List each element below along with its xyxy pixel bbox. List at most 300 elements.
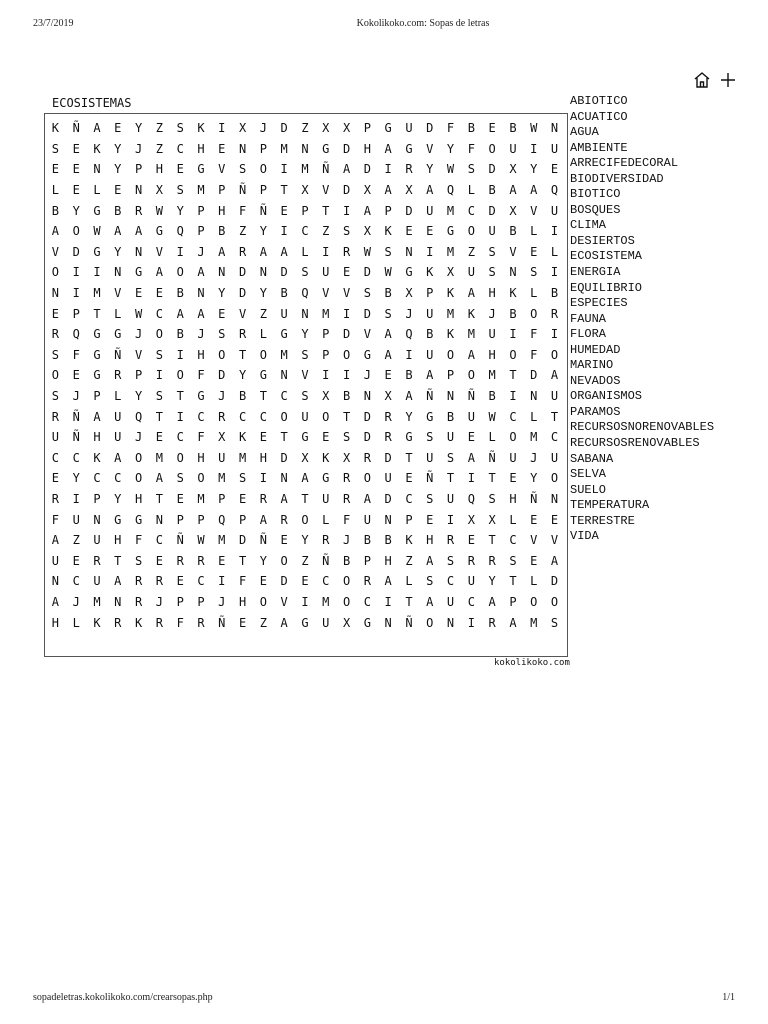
grid-cell: G: [363, 615, 371, 630]
grid-cell: B: [114, 203, 122, 218]
grid-cell: R: [51, 409, 60, 424]
grid-cell: V: [550, 533, 559, 548]
grid-cell: N: [155, 512, 163, 527]
grid-cell: V: [114, 286, 122, 301]
grid-cell: R: [467, 553, 475, 568]
grid-cell: E: [259, 574, 267, 589]
grid-cell: T: [280, 430, 288, 445]
grid-cell: E: [238, 491, 247, 506]
grid-cell: D: [426, 121, 434, 136]
grid-cell: J: [134, 430, 143, 445]
grid-cell: M: [301, 162, 309, 177]
grid-cell: H: [197, 450, 205, 465]
grid-cell: H: [197, 141, 205, 156]
grid-cell: G: [93, 203, 101, 218]
grid-cell: I: [72, 286, 80, 301]
grid-cell: D: [280, 574, 288, 589]
grid-cell: Ñ: [322, 553, 330, 568]
grid-cell: E: [280, 203, 288, 218]
grid-cell: Ñ: [72, 121, 80, 136]
grid-cell: H: [488, 286, 496, 301]
grid-cell: J: [218, 594, 226, 609]
grid-cell: N: [238, 141, 247, 156]
grid-cell: A: [384, 347, 392, 362]
grid-cell: Y: [176, 203, 184, 218]
grid-cell: O: [176, 368, 184, 383]
word-list-item: ECOSISTEMA: [570, 249, 643, 264]
grid-cell: H: [509, 491, 517, 506]
grid-cell: E: [114, 183, 122, 198]
grid-cell: R: [134, 574, 143, 589]
grid-cell: W: [155, 203, 163, 218]
grid-cell: A: [509, 183, 517, 198]
grid-cell: R: [384, 409, 392, 424]
grid-cell: I: [509, 327, 517, 342]
word-list-item: DESIERTOS: [570, 233, 635, 248]
grid-cell: B: [488, 183, 496, 198]
grid-cell: R: [488, 553, 496, 568]
grid-cell: Y: [530, 162, 538, 177]
word-list-item: CLIMA: [570, 218, 607, 233]
grid-cell: A: [218, 244, 226, 259]
word-list-item: NEVADOS: [570, 373, 621, 388]
grid-cell: J: [197, 244, 205, 259]
grid-cell: K: [322, 450, 330, 465]
word-list-item: ESPECIES: [570, 296, 628, 311]
word-list-item: AGUA: [570, 125, 599, 140]
grid-cell: J: [530, 450, 538, 465]
grid-cell: I: [342, 306, 351, 321]
grid-cell: D: [530, 368, 538, 383]
grid-cell: O: [155, 327, 163, 342]
grid-cell: N: [114, 594, 122, 609]
word-list-item: ENERGIA: [570, 265, 621, 280]
grid-cell: W: [446, 162, 455, 177]
plus-icon[interactable]: [718, 70, 738, 90]
grid-cell: Z: [259, 615, 267, 630]
grid-row: [45, 324, 567, 345]
grid-cell: A: [530, 183, 538, 198]
grid-cell: Ñ: [530, 491, 538, 506]
grid-cell: O: [280, 409, 288, 424]
grid-cell: U: [426, 306, 434, 321]
grid-cell: G: [134, 265, 143, 280]
home-icon[interactable]: [692, 70, 712, 90]
grid-cell: T: [322, 203, 330, 218]
grid-cell: Z: [405, 553, 413, 568]
grid-cell: V: [509, 244, 517, 259]
grid-cell: L: [51, 183, 60, 198]
grid-cell: G: [363, 347, 371, 362]
grid-row: [45, 200, 567, 221]
grid-cell: U: [467, 265, 475, 280]
grid-cell: S: [51, 389, 60, 404]
grid-cell: G: [93, 244, 101, 259]
grid-cell: A: [467, 286, 475, 301]
word-list-item: ORGANISMOS: [570, 389, 643, 404]
grid-cell: B: [176, 286, 184, 301]
grid-cell: L: [550, 244, 559, 259]
grid-row: [45, 448, 567, 469]
grid-cell: R: [363, 574, 371, 589]
grid-cell: U: [488, 327, 496, 342]
grid-cell: I: [550, 224, 559, 239]
grid-cell: S: [342, 430, 351, 445]
grid-row: [45, 262, 567, 283]
grid-cell: F: [530, 347, 538, 362]
grid-cell: M: [322, 594, 330, 609]
grid-cell: H: [51, 615, 60, 630]
grid-cell: H: [363, 141, 371, 156]
grid-cell: R: [342, 471, 351, 486]
grid-cell: J: [134, 327, 143, 342]
grid-cell: F: [197, 368, 205, 383]
grid-row: [45, 489, 567, 510]
word-list-item: HUMEDAD: [570, 342, 621, 357]
grid-cell: V: [51, 244, 60, 259]
grid-cell: T: [155, 409, 163, 424]
grid-cell: G: [259, 368, 267, 383]
grid-cell: X: [322, 389, 330, 404]
grid-cell: G: [405, 265, 413, 280]
grid-cell: U: [488, 224, 496, 239]
grid-cell: J: [155, 594, 163, 609]
grid-cell: E: [176, 491, 184, 506]
grid-cell: U: [93, 533, 101, 548]
grid-cell: U: [301, 409, 309, 424]
grid-cell: D: [342, 183, 351, 198]
grid-cell: I: [301, 594, 309, 609]
grid-cell: M: [530, 430, 538, 445]
grid-cell: T: [259, 389, 267, 404]
grid-cell: R: [155, 574, 163, 589]
grid-cell: N: [93, 512, 101, 527]
grid-cell: X: [405, 286, 413, 301]
grid-cell: P: [384, 203, 392, 218]
grid-cell: Y: [301, 327, 309, 342]
grid-cell: D: [363, 306, 371, 321]
grid-cell: C: [322, 574, 330, 589]
grid-cell: R: [134, 203, 143, 218]
grid-cell: U: [550, 203, 559, 218]
grid-cell: Z: [322, 224, 330, 239]
puzzle-title: ECOSISTEMAS: [52, 96, 132, 110]
grid-cell: P: [134, 162, 143, 177]
grid-cell: O: [134, 450, 143, 465]
grid-cell: G: [93, 327, 101, 342]
word-list-item: AMBIENTE: [570, 140, 628, 155]
grid-cell: U: [405, 121, 413, 136]
grid-cell: K: [93, 141, 101, 156]
grid-cell: O: [134, 471, 143, 486]
grid-cell: V: [426, 141, 434, 156]
grid-cell: A: [93, 121, 101, 136]
grid-cell: B: [509, 224, 517, 239]
grid-cell: M: [93, 286, 101, 301]
grid-cell: S: [509, 553, 517, 568]
grid-cell: B: [51, 203, 60, 218]
grid-cell: L: [114, 306, 122, 321]
grid-cell: U: [322, 615, 330, 630]
grid-cell: A: [384, 327, 392, 342]
grid-cell: U: [93, 574, 101, 589]
grid-cell: S: [426, 430, 434, 445]
grid-cell: C: [259, 409, 267, 424]
print-title: Kokolikoko.com: Sopas de letras: [356, 18, 490, 29]
grid-cell: G: [446, 224, 455, 239]
grid-cell: A: [155, 265, 163, 280]
grid-cell: N: [51, 574, 60, 589]
grid-cell: T: [405, 594, 413, 609]
grid-cell: Z: [259, 306, 267, 321]
grid-cell: I: [550, 265, 559, 280]
grid-cell: Z: [155, 141, 163, 156]
grid-cell: Z: [301, 121, 309, 136]
word-list-item: SABANA: [570, 451, 614, 466]
grid-cell: U: [467, 409, 475, 424]
grid-cell: E: [218, 306, 226, 321]
grid-cell: R: [155, 615, 163, 630]
grid-cell: G: [384, 121, 392, 136]
grid-cell: E: [280, 533, 288, 548]
grid-cell: U: [550, 389, 559, 404]
grid-cell: M: [155, 450, 163, 465]
grid-cell: H: [197, 347, 205, 362]
grid-cell: R: [51, 491, 60, 506]
grid-cell: X: [301, 183, 309, 198]
grid-cell: E: [530, 553, 538, 568]
grid-cell: N: [550, 121, 559, 136]
grid-cell: X: [342, 450, 351, 465]
grid-cell: D: [238, 265, 247, 280]
grid-cell: Q: [467, 491, 475, 506]
grid-cell: G: [155, 224, 163, 239]
grid-cell: E: [509, 471, 517, 486]
grid-cell: I: [384, 594, 392, 609]
word-list-item: BIODIVERSIDAD: [570, 171, 664, 186]
grid-cell: C: [467, 594, 475, 609]
grid-cell: F: [51, 512, 60, 527]
grid-cell: O: [322, 409, 330, 424]
grid-cell: V: [301, 368, 309, 383]
grid-cell: A: [51, 224, 60, 239]
grid-cell: I: [322, 244, 330, 259]
grid-cell: A: [114, 450, 122, 465]
grid-cell: A: [114, 224, 122, 239]
grid-row: [45, 303, 567, 324]
grid-cell: K: [93, 450, 101, 465]
grid-cell: P: [218, 183, 226, 198]
grid-cell: Y: [405, 409, 413, 424]
grid-cell: R: [114, 368, 122, 383]
grid-cell: D: [72, 244, 80, 259]
grid-cell: G: [301, 615, 309, 630]
grid-cell: L: [259, 327, 267, 342]
grid-cell: D: [280, 265, 288, 280]
grid-cell: A: [197, 306, 205, 321]
grid-cell: L: [488, 430, 496, 445]
grid-cell: N: [197, 286, 205, 301]
grid-cell: G: [197, 162, 205, 177]
grid-cell: N: [134, 183, 143, 198]
grid-cell: T: [155, 491, 163, 506]
grid-cell: Y: [114, 491, 122, 506]
grid-cell: W: [197, 533, 205, 548]
grid-cell: H: [155, 162, 163, 177]
grid-cell: F: [176, 615, 184, 630]
grid-cell: J: [72, 594, 80, 609]
grid-cell: R: [322, 533, 330, 548]
grid-cell: W: [363, 244, 371, 259]
grid-cell: N: [218, 265, 226, 280]
grid-cell: N: [301, 306, 309, 321]
grid-cell: Q: [405, 327, 413, 342]
grid-cell: A: [155, 471, 163, 486]
grid-cell: A: [259, 244, 267, 259]
grid-cell: U: [467, 574, 475, 589]
grid-cell: S: [446, 553, 455, 568]
grid-cell: O: [509, 430, 517, 445]
grid-cell: Y: [530, 471, 538, 486]
grid-cell: B: [509, 306, 517, 321]
grid-cell: Q: [446, 183, 455, 198]
grid-cell: M: [280, 347, 288, 362]
grid-cell: A: [488, 594, 496, 609]
grid-cell: A: [51, 594, 60, 609]
grid-cell: Y: [259, 553, 267, 568]
grid-cell: A: [114, 574, 122, 589]
grid-cell: X: [467, 512, 475, 527]
grid-cell: B: [446, 409, 455, 424]
grid-cell: M: [446, 306, 455, 321]
grid-cell: I: [467, 615, 475, 630]
grid-cell: O: [488, 141, 496, 156]
grid-cell: V: [322, 286, 330, 301]
grid-cell: L: [467, 183, 475, 198]
grid-cell: O: [530, 594, 538, 609]
grid-cell: E: [176, 574, 184, 589]
grid-cell: R: [259, 491, 267, 506]
grid-cell: Y: [72, 471, 80, 486]
grid-cell: S: [426, 574, 434, 589]
grid-cell: P: [363, 553, 371, 568]
grid-cell: Y: [488, 574, 496, 589]
grid-cell: N: [446, 615, 455, 630]
grid-cell: O: [342, 347, 351, 362]
grid-cell: J: [72, 389, 80, 404]
grid-cell: J: [134, 141, 143, 156]
grid-cell: P: [259, 183, 267, 198]
grid-cell: E: [426, 512, 434, 527]
word-list-item: MARINO: [570, 358, 614, 373]
grid-cell: G: [114, 327, 122, 342]
grid-cell: L: [530, 224, 538, 239]
grid-cell: I: [384, 162, 392, 177]
grid-cell: D: [488, 203, 496, 218]
grid-cell: S: [51, 141, 60, 156]
grid-cell: L: [405, 574, 413, 589]
grid-cell: S: [363, 286, 371, 301]
grid-cell: P: [197, 224, 205, 239]
grid-cell: K: [467, 306, 475, 321]
grid-cell: Ñ: [405, 615, 413, 630]
grid-cell: M: [93, 594, 101, 609]
grid-cell: E: [155, 430, 163, 445]
grid-cell: U: [509, 450, 517, 465]
grid-cell: L: [530, 574, 538, 589]
grid-cell: U: [72, 512, 80, 527]
grid-cell: M: [488, 368, 496, 383]
grid-cell: I: [155, 368, 163, 383]
grid-cell: Z: [238, 224, 247, 239]
word-list-item: VIDA: [570, 529, 599, 544]
grid-cell: B: [488, 389, 496, 404]
grid-cell: J: [197, 327, 205, 342]
grid-cell: G: [301, 430, 309, 445]
grid-cell: S: [467, 162, 475, 177]
word-list-item: RECURSOSRENOVABLES: [570, 436, 700, 451]
word-list: [570, 94, 760, 545]
grid-cell: U: [426, 450, 434, 465]
grid-cell: J: [218, 389, 226, 404]
grid-cell: E: [550, 512, 559, 527]
grid-cell: V: [218, 162, 226, 177]
grid-cell: I: [218, 574, 226, 589]
grid-cell: Ñ: [114, 347, 122, 362]
grid-cell: C: [509, 409, 517, 424]
grid-cell: M: [467, 327, 475, 342]
grid-cell: M: [322, 306, 330, 321]
grid-cell: C: [550, 430, 559, 445]
grid-row: [45, 406, 567, 427]
grid-cell: A: [342, 162, 351, 177]
grid-row: [45, 530, 567, 551]
grid-cell: B: [218, 224, 226, 239]
grid-cell: P: [238, 512, 247, 527]
grid-cell: Y: [218, 286, 226, 301]
grid-cell: E: [550, 162, 559, 177]
grid-cell: N: [384, 615, 392, 630]
grid-cell: E: [72, 553, 80, 568]
grid-cell: U: [509, 141, 517, 156]
grid-cell: I: [93, 265, 101, 280]
grid-cell: U: [51, 553, 60, 568]
grid-cell: N: [509, 265, 517, 280]
toolbar: [692, 70, 740, 92]
grid-cell: C: [301, 224, 309, 239]
grid-row: [45, 571, 567, 592]
grid-cell: Ñ: [259, 533, 267, 548]
grid-cell: D: [363, 265, 371, 280]
grid-cell: V: [280, 594, 288, 609]
grid-cell: P: [218, 491, 226, 506]
word-list-item: BIOTICO: [570, 187, 621, 202]
word-list-item: SUELO: [570, 482, 607, 497]
grid-cell: R: [384, 430, 392, 445]
grid-cell: E: [72, 141, 80, 156]
grid-cell: K: [405, 533, 413, 548]
grid-cell: P: [301, 203, 309, 218]
grid-cell: C: [114, 471, 122, 486]
grid-cell: D: [238, 286, 247, 301]
grid-cell: U: [114, 430, 122, 445]
grid-cell: F: [134, 533, 143, 548]
grid-cell: R: [342, 491, 351, 506]
grid-cell: A: [405, 389, 413, 404]
grid-cell: D: [363, 162, 371, 177]
grid-cell: Y: [301, 533, 309, 548]
grid-cell: P: [426, 286, 434, 301]
